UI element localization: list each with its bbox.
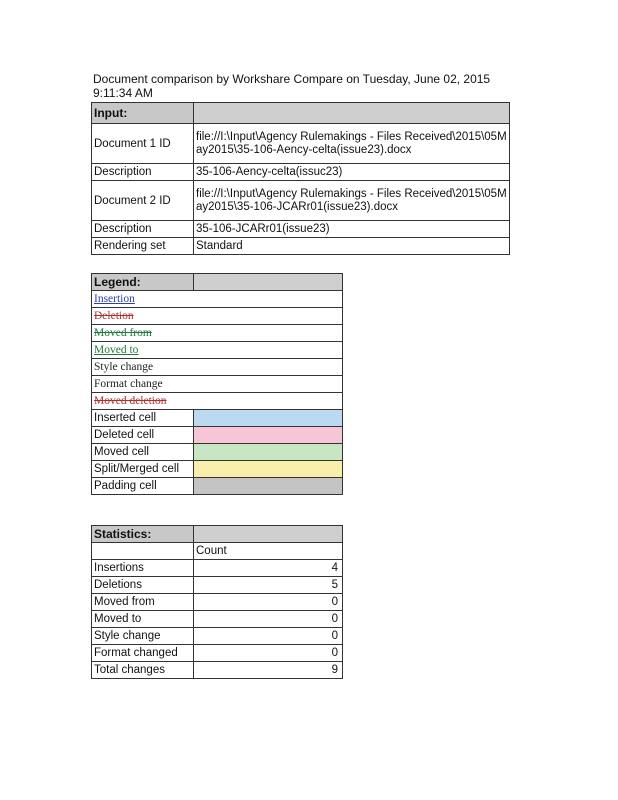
legend-row [92, 359, 343, 376]
legend-moved-from: Moved from [92, 325, 343, 342]
legend-table [91, 273, 343, 495]
input-row [92, 221, 510, 238]
legend-row [92, 291, 343, 308]
stat-label: Style change [92, 628, 194, 645]
input-row-value: file://I:\Input\Agency Rulemakings - Files Received\2015\05May2015\35-106-JCARr01(issue23).docx [194, 181, 510, 221]
legend-row [92, 376, 343, 393]
legend-cell-row [92, 461, 343, 478]
legend-header-blank [194, 274, 343, 291]
stat-label: Insertions [92, 560, 194, 577]
stat-count: 9 [194, 662, 343, 679]
legend-format-change: Format change [92, 376, 343, 393]
legend-cell-label: Padding cell [92, 478, 194, 495]
input-row-label: Description [92, 164, 194, 181]
header-line-2: 9:11:34 AM [93, 86, 153, 100]
statistics-row [92, 662, 343, 679]
stat-count: 0 [194, 611, 343, 628]
comparison-header [93, 72, 513, 100]
statistics-header-row [92, 526, 343, 543]
split-merged-cell-swatch [194, 461, 343, 478]
padding-cell-swatch [194, 478, 343, 495]
moved-cell-swatch [194, 444, 343, 461]
legend-cell-label: Inserted cell [92, 410, 194, 427]
input-row-label: Document 1 ID [92, 124, 194, 164]
legend-deletion: Deletion [92, 308, 343, 325]
statistics-count-header-row [92, 543, 343, 560]
statistics-table [91, 525, 343, 679]
legend-moved-deletion: Moved deletion [92, 393, 343, 410]
stat-label: Moved from [92, 594, 194, 611]
input-row-label: Rendering set [92, 238, 194, 255]
count-header: Count [194, 543, 343, 560]
legend-row [92, 393, 343, 410]
stat-count: 0 [194, 645, 343, 662]
legend-cell-row [92, 444, 343, 461]
stat-label: Deletions [92, 577, 194, 594]
legend-cell-label: Split/Merged cell [92, 461, 194, 478]
input-table [91, 102, 510, 255]
statistics-row [92, 577, 343, 594]
input-row [92, 124, 510, 164]
input-row-value: 35-106-JCARr01(issue23) [194, 221, 510, 238]
legend-cell-row [92, 427, 343, 444]
input-row-value: 35-106-Aency-celta(issuc23) [194, 164, 510, 181]
stat-count: 0 [194, 628, 343, 645]
statistics-row [92, 594, 343, 611]
stat-label: Total changes [92, 662, 194, 679]
legend-row [92, 308, 343, 325]
statistics-row [92, 611, 343, 628]
legend-title: Legend: [92, 274, 194, 291]
legend-moved-to: Moved to [92, 342, 343, 359]
legend-header-row [92, 274, 343, 291]
inserted-cell-swatch [194, 410, 343, 427]
input-row [92, 238, 510, 255]
statistics-title: Statistics: [92, 526, 194, 543]
input-header-blank [194, 103, 510, 124]
input-row-value: file://I:\Input\Agency Rulemakings - Files Received\2015\05May2015\35-106-Aency-celta(issue23).docx [194, 124, 510, 164]
stat-label: Format changed [92, 645, 194, 662]
legend-insertion: Insertion [92, 291, 343, 308]
input-row-label: Document 2 ID [92, 181, 194, 221]
legend-style-change: Style change [92, 359, 343, 376]
legend-row [92, 325, 343, 342]
input-header-row [92, 103, 510, 124]
input-row [92, 181, 510, 221]
stat-count: 0 [194, 594, 343, 611]
statistics-row [92, 628, 343, 645]
statistics-header-blank [194, 526, 343, 543]
legend-cell-label: Moved cell [92, 444, 194, 461]
statistics-blank-cell [92, 543, 194, 560]
input-row-label: Description [92, 221, 194, 238]
legend-cell-row [92, 478, 343, 495]
input-row-value: Standard [194, 238, 510, 255]
statistics-row [92, 645, 343, 662]
header-line-1: Document comparison by Workshare Compare on Tuesday, June 02, 2015 [93, 72, 491, 86]
legend-cell-row [92, 410, 343, 427]
input-row [92, 164, 510, 181]
legend-cell-label: Deleted cell [92, 427, 194, 444]
deleted-cell-swatch [194, 427, 343, 444]
stat-count: 5 [194, 577, 343, 594]
input-title: Input: [92, 103, 194, 124]
stat-count: 4 [194, 560, 343, 577]
stat-label: Moved to [92, 611, 194, 628]
legend-row [92, 342, 343, 359]
statistics-row [92, 560, 343, 577]
